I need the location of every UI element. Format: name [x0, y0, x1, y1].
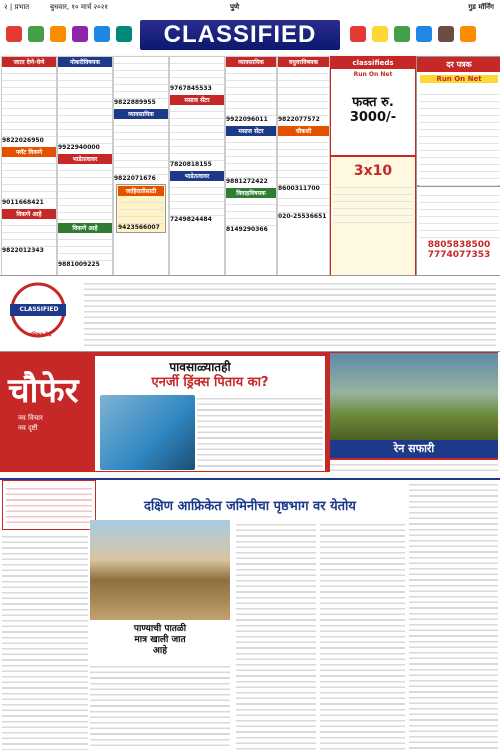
column-heading: व्यावसायिक: [226, 57, 276, 67]
section-tagline: नव दृष्टी: [18, 424, 38, 432]
column-heading: वधुवरविषयक: [278, 57, 329, 67]
ring-icon: [72, 26, 88, 42]
ad-text-block: [226, 198, 276, 226]
ad-phone: 9881009225: [58, 261, 100, 268]
classified-column-5: [225, 56, 277, 276]
section-title: चौफेर: [8, 371, 79, 411]
car-icon: [6, 26, 22, 42]
land-surface-photo: [90, 520, 230, 620]
subheadline-line: आहे: [153, 646, 167, 656]
ad-phone: 9822012343: [2, 247, 44, 254]
ad-text-block: [170, 181, 224, 216]
ad-phone: 9881272422: [226, 178, 268, 185]
ad-phone: 7774077353: [427, 250, 491, 260]
column-heading: मसाज सेंटर: [226, 126, 276, 136]
ad-text-block: [58, 67, 112, 144]
ad-phone: 9922940000: [58, 144, 100, 151]
rate-card-ad: [416, 56, 500, 186]
ad-phone: 9423566007: [118, 224, 160, 231]
classified-column-1: [1, 56, 57, 276]
article-kicker: पावसाळ्यातही: [169, 360, 231, 374]
article-column: [90, 662, 230, 750]
column-heading: जाता देणे-घेणे: [2, 57, 56, 67]
ad-title: classifieds: [331, 57, 415, 69]
energy-drink-photo: [100, 395, 195, 470]
ad-phone: 9011668421: [2, 199, 44, 206]
ad-text-block: [114, 119, 168, 175]
phone-icon: [350, 26, 366, 42]
highlight-ad-box: [116, 184, 166, 233]
ad-phone: 7249824484: [170, 216, 212, 223]
article-column: [320, 520, 405, 750]
ad-price: फक्त रु. 3000/-: [349, 95, 397, 125]
key-icon: [116, 26, 132, 42]
ad-phone: 8805838500: [427, 240, 491, 250]
page-number: २ | प्रभात: [4, 3, 30, 11]
ad-size: 3x10: [353, 163, 393, 179]
classified-column-3: [113, 56, 169, 276]
ad-phone: 9822077572: [278, 116, 320, 123]
ad-text-block: [2, 157, 56, 199]
ad-text-block: [226, 67, 276, 116]
article-column: [2, 532, 88, 750]
city-name: पुणे: [230, 3, 240, 11]
building-icon: [50, 26, 66, 42]
article-subheadline: [92, 624, 228, 657]
ad-text-block: [2, 219, 56, 247]
classified-column-2: [57, 56, 113, 276]
ad-phone: 7820818155: [170, 161, 212, 168]
ad-phone: 9822026950: [2, 137, 44, 144]
section-tagline: नव विचार: [18, 414, 43, 422]
classified-column-4: [169, 56, 225, 276]
column-heading: फ्लॅट विकणे: [2, 147, 56, 157]
rain-safari-title: रेन सफारी: [330, 440, 498, 458]
column-heading: व्यावसायिक: [114, 109, 168, 119]
run-on-net-ad: [330, 56, 416, 156]
subheadline-line: मात्र खाली जात: [134, 635, 186, 645]
column-heading: चौकशी: [278, 126, 329, 136]
bike-icon: [416, 26, 432, 42]
article-column: [236, 520, 316, 750]
ad-phone: 8600311700: [278, 185, 320, 192]
classified-banner: [0, 14, 500, 54]
ad-text-block: [114, 57, 168, 99]
article-headline: दक्षिण आफ्रिकेत जमिनीचा पृष्ठभाग वर येतोय: [144, 499, 356, 514]
ad-text-block: [58, 164, 112, 220]
rain-safari-photo: [330, 353, 498, 441]
ad-phone: 9822071676: [114, 175, 156, 182]
classified-centres-band: [0, 275, 500, 352]
column-heading: मसाज सेंटर: [170, 95, 224, 105]
shop-icon: [372, 26, 388, 42]
column-heading: भाडेतत्वावर: [170, 171, 224, 181]
ad-text-block: [278, 136, 329, 185]
column-heading: विकणे आहे: [58, 223, 112, 233]
ad-subtitle: Run On Net: [353, 71, 393, 78]
ad-text-block: [170, 57, 224, 85]
ad-phone: 9767845533: [170, 85, 212, 92]
ad-text-block: [58, 233, 112, 261]
issue-date: बुधवार, १० मार्च २०२१: [50, 3, 109, 11]
ad-text-block: [170, 105, 224, 161]
plant-icon: [394, 26, 410, 42]
ad-subtitle: Run On Net: [420, 75, 498, 83]
rain-safari-body: [330, 460, 498, 474]
contact-ad: [416, 186, 500, 276]
right-ads-area: [330, 56, 500, 274]
page-header: [0, 0, 500, 15]
article-column: [409, 480, 498, 750]
column-heading: भाडेतत्वावर: [58, 154, 112, 164]
column-heading: विकणे आहे: [2, 209, 56, 219]
ad-phone: 9922096011: [226, 116, 268, 123]
article-body: [197, 394, 323, 469]
column-heading: नोकरीविषयक: [58, 57, 112, 67]
subheadline-line: पाण्याची पातळी: [133, 624, 187, 634]
ad-text-block: [2, 67, 56, 137]
ad-text-block: [278, 67, 329, 116]
ad-phone: 9822889955: [114, 99, 156, 106]
column-heading: विवाहविषयक: [226, 188, 276, 198]
column-heading: जाहिरातीसाठी: [118, 186, 164, 196]
size-ad: [330, 156, 416, 276]
ad-title: दर पत्रक: [417, 57, 500, 72]
classified-column-6: [277, 56, 330, 276]
classified-logo: [2, 280, 82, 346]
article-headline: एनर्जी ड्रिंक्स पिताय का?: [151, 375, 269, 390]
classified-title: CLASSIFIED: [140, 20, 340, 50]
ad-phone: 8149290366: [226, 226, 268, 233]
house-icon: [28, 26, 44, 42]
logo-text: CLASSIFIED: [19, 306, 59, 313]
editorial-note-box: [2, 480, 96, 530]
edition-name: गुड मॉर्निंग: [468, 3, 494, 11]
ad-text-block: [226, 136, 276, 178]
centres-list: [84, 279, 496, 349]
laptop-icon: [94, 26, 110, 42]
sofa-icon: [438, 26, 454, 42]
ad-phone: 020-25536651: [278, 213, 327, 220]
gift-icon: [460, 26, 476, 42]
logo-subtext: अधिकृत केंद्र: [28, 332, 52, 338]
